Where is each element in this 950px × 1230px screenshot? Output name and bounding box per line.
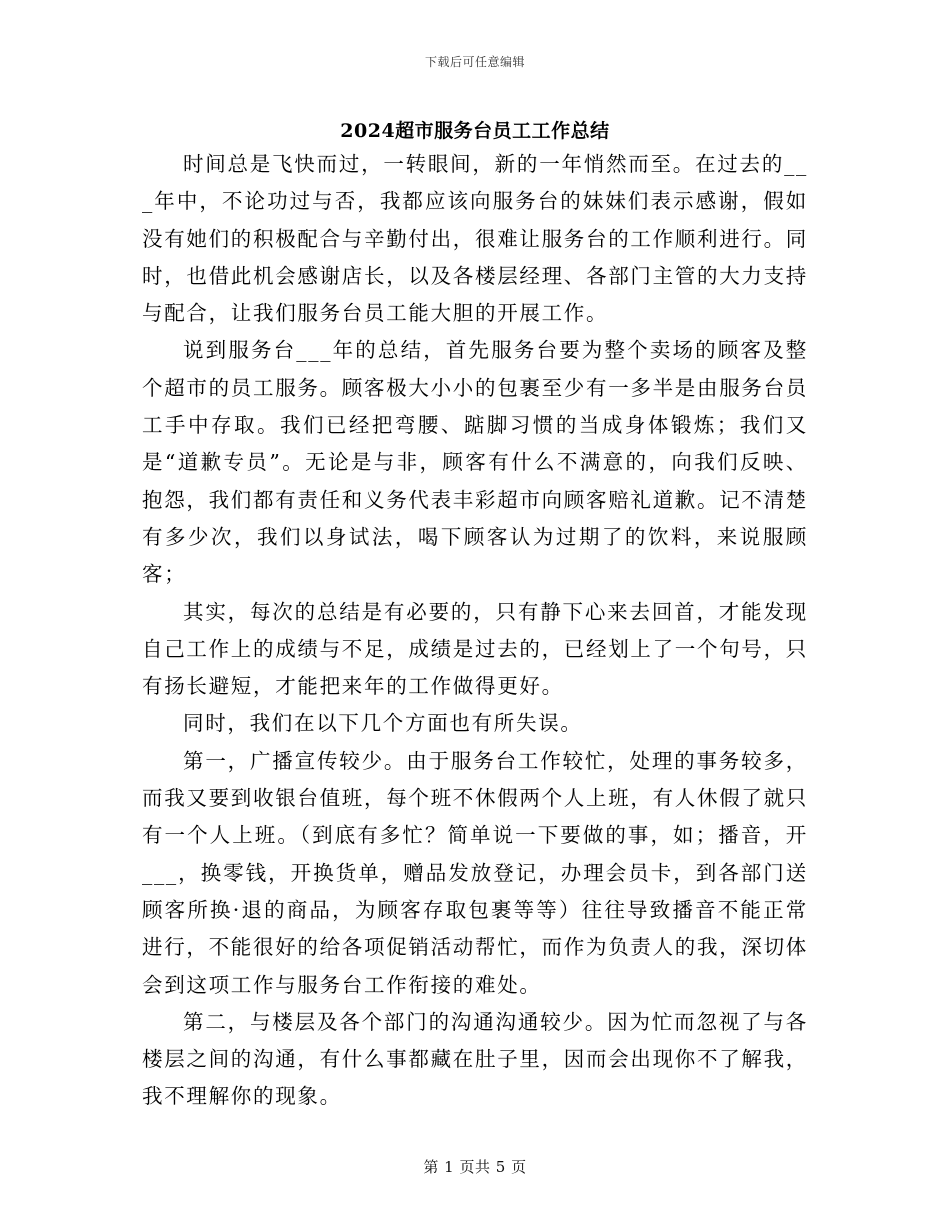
header-note: 下载后可任意编辑: [424, 55, 525, 69]
document-title: 2024超市服务台员工工作总结: [340, 120, 610, 142]
paragraph: 其实，每次的总结是有必要的，只有静下心来去回首，才能发现自己工作上的成绩与不足，成绩是过去的，已经划上了一个句号，只有扬长避短，才能把来年的工作做得更好。: [142, 599, 808, 699]
paragraph: 说到服务台___年的总结，首先服务台要为整个卖场的顾客及整个超市的员工服务。顾客极大小小的包裹至少有一多半是由服务台员工手中存取。我们已经把弯腰、踮脚习惯的当成身体锻炼；我们又是“道歉专员”。无论是与非，顾客有什么不满意的，向我们反映、抱怨，我们都有责任和义务代表丰彩超市向顾客赔礼道歉。记不清楚有多少次，我们以身试法，喝下顾客认为过期了的饮料，来说服顾客；: [142, 338, 808, 587]
page-footer: 第 1 页共 5 页: [423, 1158, 527, 1176]
paragraph: 第二，与楼层及各个部门的沟通沟通较少。因为忙而忽视了与各楼层之间的沟通，有什么事都藏在肚子里，因而会出现你不了解我，我不理解你的现象。: [142, 1009, 808, 1109]
paragraph: 第一，广播宣传较少。由于服务台工作较忙，处理的事务较多，而我又要到收银台值班，每个班不休假两个人上班，有人休假了就只有一个人上班。（到底有多忙？简单说一下要做的事，如；播音，开___，换零钱，开换货单，赠品发放登记，办理会员卡，到各部门送顾客所换·退的商品，为顾客存取包裹等等）往往导致播音不能正常进行，不能很好的给各项促销活动帮忙，而作为负责人的我，深切体会到这项工作与服务台工作衔接的难处。: [142, 748, 808, 997]
document-body: [142, 146, 808, 1116]
paragraph: 同时，我们在以下几个方面也有所失误。: [183, 711, 583, 736]
paragraph: 时间总是飞快而过，一转眼间，新的一年悄然而至。在过去的___年中，不论功过与否，我都应该向服务台的妹妹们表示感谢，假如没有她们的积极配合与辛勤付出，很难让服务台的工作顺利进行。同时，也借此机会感谢店长，以及各楼层经理、各部门主管的大力支持与配合，让我们服务台员工能大胆的开展工作。: [142, 152, 808, 326]
